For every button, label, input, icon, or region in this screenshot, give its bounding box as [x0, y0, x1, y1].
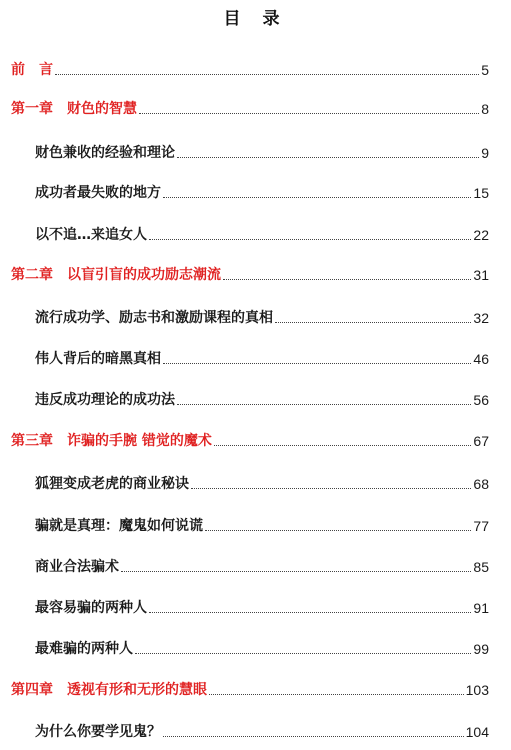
entry-label: 成功者最失败的地方 [35, 185, 161, 201]
entry-page: 8 [481, 101, 489, 117]
toc-entry-section[interactable] [35, 183, 489, 203]
dot-leader [149, 239, 471, 240]
entry-page: 56 [473, 392, 489, 408]
dot-leader [163, 736, 464, 737]
entry-page: 9 [481, 145, 489, 161]
entry-page: 5 [481, 62, 489, 78]
entry-label: 狐狸变成老虎的商业秘诀 [35, 476, 189, 492]
entry-label: 最难骗的两种人 [35, 641, 133, 657]
dot-leader [149, 612, 471, 613]
dot-leader [121, 571, 471, 572]
dot-leader [55, 74, 479, 75]
toc-entry-section[interactable] [35, 639, 489, 659]
entry-label: 流行成功学、励志书和激励课程的真相 [35, 310, 273, 326]
entry-label: 第一章 财色的智慧 [11, 101, 137, 117]
dot-leader [214, 445, 472, 446]
dot-leader [275, 322, 471, 323]
entry-label: 第三章 诈骗的手腕 错觉的魔术 [11, 433, 212, 449]
entry-label: 第四章 透视有形和无形的慧眼 [11, 682, 207, 698]
entry-label: 为什么你要学见鬼？ [35, 724, 161, 740]
dot-leader [191, 488, 471, 489]
entry-page: 22 [473, 227, 489, 243]
entry-page: 15 [473, 185, 489, 201]
toc-entry-section[interactable] [35, 474, 489, 494]
entry-label: 骗就是真理：魔鬼如何说谎 [35, 518, 203, 534]
entry-page: 91 [473, 600, 489, 616]
entry-page: 68 [473, 476, 489, 492]
dot-leader [135, 653, 471, 654]
toc-entry-section[interactable] [35, 390, 489, 410]
dot-leader [163, 363, 471, 364]
toc-entry-section[interactable] [35, 225, 489, 245]
toc-entry-chapter-3[interactable] [11, 431, 489, 451]
toc-entry-chapter-4[interactable] [11, 680, 489, 700]
entry-label: 最容易骗的两种人 [35, 600, 147, 616]
toc-entry-chapter-1[interactable] [11, 99, 489, 119]
entry-page: 85 [473, 559, 489, 575]
toc-entry-section[interactable] [35, 722, 489, 742]
entry-page: 46 [473, 351, 489, 367]
dot-leader [177, 404, 471, 405]
toc-entry-preface[interactable] [11, 60, 489, 80]
entry-page: 104 [465, 724, 489, 740]
entry-label: 前 言 [11, 62, 53, 78]
entry-page: 77 [473, 518, 489, 534]
entry-label: 财色兼收的经验和理论 [35, 145, 175, 161]
dot-leader [205, 530, 471, 531]
dot-leader [223, 279, 471, 280]
entry-page: 31 [473, 267, 489, 283]
toc-entry-section[interactable] [35, 349, 489, 369]
entry-page: 67 [473, 433, 489, 449]
dot-leader [139, 113, 479, 114]
toc-title: 目 录 [223, 9, 288, 29]
toc-entry-section[interactable] [35, 308, 489, 328]
dot-leader [163, 197, 471, 198]
entry-label: 商业合法骗术 [35, 559, 119, 575]
dot-leader [209, 694, 464, 695]
entry-page: 32 [473, 310, 489, 326]
toc-entry-section[interactable] [35, 598, 489, 618]
toc-entry-section[interactable] [35, 516, 489, 536]
entry-label: 违反成功理论的成功法 [35, 392, 175, 408]
entry-page: 103 [465, 682, 489, 698]
toc-entry-section[interactable] [35, 143, 489, 163]
dot-leader [177, 157, 479, 158]
entry-label: 以不追…来追女人 [35, 227, 147, 243]
entry-label: 第二章 以盲引盲的成功励志潮流 [11, 267, 221, 283]
entry-page: 99 [473, 641, 489, 657]
toc-entry-chapter-2[interactable] [11, 265, 489, 285]
entry-label: 伟人背后的暗黑真相 [35, 351, 161, 367]
toc-entry-section[interactable] [35, 557, 489, 577]
